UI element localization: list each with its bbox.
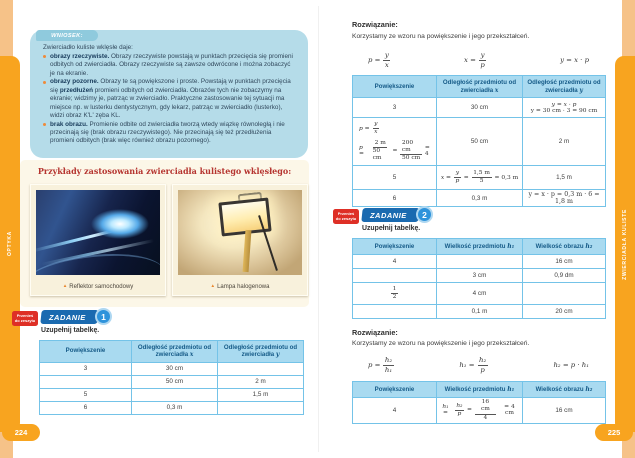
col-header-object-size: Wielkość przedmiotu h₁ <box>437 239 523 255</box>
examples-heading: Przykłady zastosowania zwierciadła kulistego wklęsłego: <box>37 166 292 176</box>
col-header-object-size: Wielkość przedmiotu h₁ <box>437 382 523 398</box>
task-1-table <box>39 340 303 415</box>
conclusion-box-tab <box>36 30 98 41</box>
left-section-tab-label: OPTYKA <box>7 231 13 257</box>
solution-2-subtitle: Korzystamy ze wzoru na powiększenie i jego przekształceń. <box>352 340 530 347</box>
bullet-dot-icon <box>43 81 46 84</box>
table-header-row <box>353 76 606 98</box>
task-1-banner: ZADANIE <box>40 310 98 324</box>
col-header-magnification: Powiększenie <box>353 76 437 98</box>
example-card-headlight <box>30 184 166 296</box>
table-row: 3 30 cm y = x · p y = 30 cm · 3 = 90 cm <box>353 98 606 118</box>
table-row: $\frac{1}{2}$ 4 cm <box>353 283 606 305</box>
right-page-number: 225 <box>595 424 633 441</box>
left-section-tab <box>0 56 20 432</box>
table-row: 6 0,3 m <box>40 401 304 414</box>
table-row: 6 0,3 m y = x · p = 0,3 m · 6 = 1,8 m <box>353 190 606 207</box>
formula-p-equals-h2-over-h1: p = $\frac{\text{h₂}}{\text{h₁}}$ <box>368 356 393 374</box>
solution-1-formulas <box>352 48 605 72</box>
formula-y-equals-x-times-p: y = x · p <box>560 56 589 64</box>
formula-x-equals-y-over-p: x = $\frac{y}{p}$ <box>464 51 485 69</box>
caption-triangle-icon: ▲ <box>210 282 216 288</box>
formula-h1-equals-h2-over-p: h₁ = $\frac{\text{h₂}}{p}$ <box>459 356 487 374</box>
table-row: 5 x = $\frac{y}{p}$ = $\frac{1,5 m}{5}$ = 0,3 m 1,5 m <box>353 166 606 190</box>
task-2-number: 2 <box>416 206 433 223</box>
car-headlight-photo <box>36 190 160 275</box>
table-row: 50 cm 2 m <box>40 375 304 388</box>
worked-cell: h₁ = $\frac{\text{h₂}}{p}$ = $\frac{16 cm}{4}$ = 4 cm <box>437 398 523 424</box>
lamp-pole <box>242 230 251 272</box>
task-1-instruction: Uzupełnij tabelkę. <box>41 327 100 334</box>
conclusion-bullet-virtual-images: obrazy pozorne. Obrazy te są powiększone i proste. Powstają w punktach przecięcia się przedłużeń promieni odbitych od zwierciadła. Obrazów tych nie zobaczymy na ekranie; widzimy je, patrząc w zwierciadło. Praktyczne zastosowanie tej sytuacji ma miejsce np. w lusterku dentystycznym, gdy lekarz, patrząc w zwierciadło (lusterko), widzi obraz K'L' zęba KL. <box>43 78 295 120</box>
formula-h2-equals-p-times-h1: h₂ = p · h₁ <box>553 361 589 369</box>
photo-caption: ▲ Reflektor samochodowy <box>62 282 134 290</box>
table-row: 3 cm 0,9 dm <box>353 269 606 283</box>
caption-triangle-icon: ▲ <box>62 282 68 288</box>
fraction-cell: $\frac{1}{2}$ <box>353 283 437 305</box>
col-header-magnification: Powiększenie <box>353 239 437 255</box>
bullet-dot-icon <box>43 55 46 58</box>
solution-1-subtitle: Korzystamy ze wzoru na powiększenie i jego przekształceń. <box>352 33 530 40</box>
left-page-number: 224 <box>2 424 40 441</box>
conclusion-bullet-real-images: obrazy rzeczywiste. Obrazy rzeczywiste powstają w punktach przecięcia się promieni odbitych od zwierciadła. Obrazy rzeczywiste są zawsze odwrócone i można zobaczyć je na ekranie. <box>43 53 295 78</box>
headlight-glow <box>91 209 149 239</box>
task-2-table <box>352 238 605 319</box>
table-row: p = $\frac{y}{x}$ p = $\frac{2 m}{50 cm}$ = $\frac{200 cm}{50 cm}$ = 4 50 cm 2 m <box>353 118 606 166</box>
photo-caption: ▲ Lampa halogenowa <box>210 282 270 290</box>
table-row: 5 1,5 m <box>40 388 304 401</box>
table-header-row <box>353 239 606 255</box>
worked-cell: p = $\frac{y}{x}$ p = $\frac{2 m}{50 cm}$ = $\frac{200 cm}{50 cm}$ = 4 <box>353 118 437 166</box>
solution-2-title: Rozwiązanie: <box>352 328 398 337</box>
col-header-image-size: Wielkość obrazu h₂ <box>523 239 606 255</box>
worked-cell: y = x · p y = 30 cm · 3 = 90 cm <box>523 98 606 118</box>
right-section-tab <box>615 56 635 432</box>
conclusion-bullet-no-image: brak obrazu. Promienie odbite od zwierciadła tworzą wtedy wiązkę równoległą i nie przecinają się (brak obrazu rzeczywistego). Nie przecinają się też przedłużenia promieni odbitych (brak więc również obrazu pozornego). <box>43 121 295 146</box>
col-header-distance-y: Odległość przedmiotu od zwierciadła y <box>218 341 304 363</box>
col-header-image-size: Wielkość obrazu h₂ <box>523 382 606 398</box>
table-row: 3 30 cm <box>40 362 304 375</box>
halogen-lamp-photo <box>178 190 302 275</box>
task-1-number: 1 <box>95 308 112 325</box>
col-header-magnification: Powiększenie <box>40 341 132 363</box>
right-section-tab-label: ZWIERCIADŁA KULISTE <box>622 208 628 280</box>
table-row: 0,1 m 20 cm <box>353 305 606 319</box>
copy-to-notebook-tag: Przenieś do zeszytu <box>333 209 359 224</box>
solution-1-table <box>352 75 605 207</box>
table-row: 4 16 cm <box>353 255 606 269</box>
conclusion-intro: Zwierciadło kuliste wklęsłe daje: <box>43 44 133 51</box>
example-card-halogen-lamp <box>172 184 308 296</box>
task-2-banner: ZADANIE <box>361 208 419 222</box>
table-header-row <box>353 382 606 398</box>
col-header-distance-x: Odległość przedmiotu od zwierciadła x <box>132 341 218 363</box>
page-fold-divider <box>318 6 319 452</box>
col-header-distance-y: Odległość przedmiotu od zwierciadła y <box>523 76 606 98</box>
table-row: 4 h₁ = $\frac{\text{h₂}}{p}$ = $\frac{16 cm}{4}$ = 4 cm 16 cm <box>353 398 606 424</box>
col-header-distance-x: Odległość przedmiotu od zwierciadła x <box>437 76 523 98</box>
conclusion-box-label: WNIOSEK: <box>51 32 83 39</box>
solution-2-table <box>352 381 605 424</box>
task-2-instruction: Uzupełnij tabelkę. <box>362 225 421 232</box>
table-header-row <box>40 341 304 363</box>
col-header-magnification: Powiększenie <box>353 382 437 398</box>
solution-1-title: Rozwiązanie: <box>352 20 398 29</box>
bullet-dot-icon <box>43 123 46 126</box>
solution-2-formulas <box>352 353 605 377</box>
formula-p-equals-y-over-x: p = $\frac{y}{x}$ <box>368 51 389 69</box>
conclusion-box-body <box>43 44 295 146</box>
worked-cell: x = $\frac{y}{p}$ = $\frac{1,5 m}{5}$ = 0,3 m <box>437 166 523 190</box>
copy-to-notebook-tag: Przenieś do zeszytu <box>12 311 38 326</box>
